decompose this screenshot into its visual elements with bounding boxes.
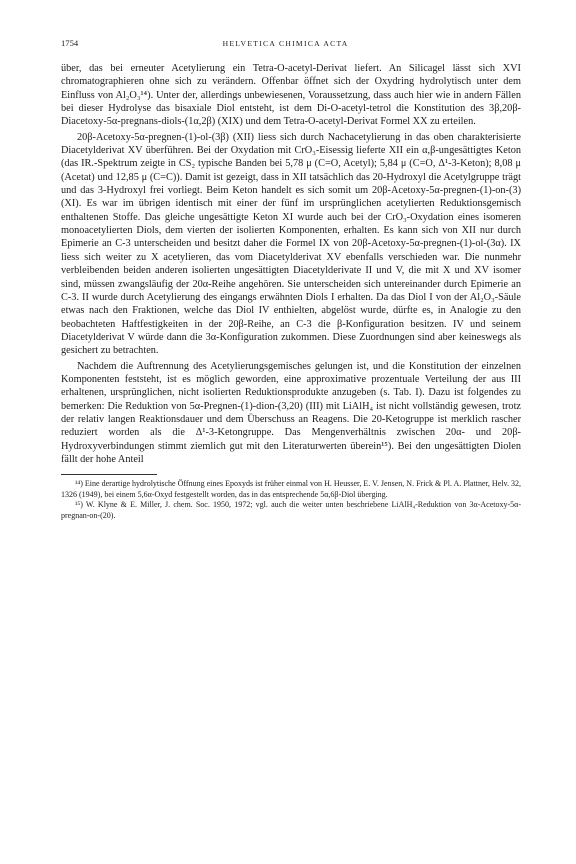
footnotes: [61, 479, 521, 521]
page-header: [61, 38, 521, 48]
footnote-divider: [61, 474, 157, 475]
paragraph-2: 20β-Acetoxy-5α-pregnen-(1)-ol-(3β) (XII) liess sich durch Nachacetylierung in das oben charakterisierte Diacetylderivat XV überführen. Bei der Oxydation mit CrO₃-Eisessig lieferte XII ein α,β-ungesättigtes Keton (das IR.-Spektrum zeigte in CS₂ typische Banden bei 5,78 μ (C=O, Acetyl); 5,84 μ (C=O, Δ¹-3-Keton); 8,08 μ (Acetat) und 12,85 μ (C=C)). Damit ist gezeigt, dass in XII tatsächlich das 20-Hydroxyl die Acetylgruppe trägt und das 3-Hydroxyl frei vorliegt. Beim Keton handelt es sich somit um 20β-Acetoxy-5α-pregnen-(1)-on-(3) (XI). Es war im übrigen identisch mit einer der fünf im ursprünglichen acetylierten Reduktionsgemisch enthaltenen Stoffe. Das gleiche ungesättigte Keton XI wurde auch bei der CrO₃-Oxydation eines isomeren monoacetylierten Diols, dem vierten der isolierten Komponenten, erhalten. Es kann sich von XII nur durch Epimerie an C-3 unterscheiden und besitzt daher die Formel IX von 20β-Acetoxy-5α-pregnen-(1)-ol-(3α). IX liess sich weiter zu X acetylieren, das vom Diacetylderivat XV ebenfalls verschieden war. Die nunmehr verbleibenden beiden anderen isolierten ungesättigten Diacetylderivate II und V, die mit X und XV isomer sind, müssen zwangsläufig der 20α-Reihe angehören. Sie unterscheiden sich untereinander durch Epimerie an C-3. II wurde durch Acetylierung des eingangs erwähnten Diols I erhalten. Da das Diol I von der Al₂O₃-Säule etwas nach den Fraktionen, welche das Diol IV enthielten, abgelöst wurde, dürfte es, in Analogie zu den beobachteten Haftfestigkeiten in der 20β-Reihe, an C-3 die β-Konfiguration besitzen. IV und seinem Diacetylderivat V würde dann die 3α-Konfiguration zukommen. Diese Zuordnungen sind aber keineswegs als gesichert zu betrachten.: [61, 131, 521, 357]
footnote-15: ¹⁵) W. Klyne & E. Miller, J. chem. Soc. 1950, 1972; vgl. auch die weiter unten beschriebene LiAlH₄-Reduktion von 3α-Acetoxy-5α-pregnan-on-(20).: [61, 500, 521, 520]
running-title: HELVETICA CHIMICA ACTA: [222, 39, 349, 48]
paragraph-3: Nachdem die Auftrennung des Acetylierungsgemisches gelungen ist, und die Konstitution der einzelnen Komponenten feststeht, ist es möglich geworden, eine approximative prozentuale Verteilung der aus III erhaltenen, ursprünglichen, nicht isolierten Reduktionsprodukte anzugeben (s. Tab. I). Dazu ist folgendes zu bemerken: Die Reduktion von 5α-Pregnen-(1)-dion-(3,20) (III) mit LiAlH₄ ist nicht vollständig gewesen, trotz der relativ langen Reaktionsdauer und dem Überschuss an Reagens. Die 20-Ketogruppe ist merklich rascher reduziert worden als die Δ¹-3-Ketongruppe. Das Mengenverhältnis zwischen 20α- und 20β-Hydroxyverbindungen stimmt ziemlich gut mit den Literaturwerten überein¹⁵). Bei den ungesättigten Diolen fällt der hohe Anteil: [61, 360, 521, 465]
paragraph-1: über, das bei erneuter Acetylierung ein Tetra-O-acetyl-Derivat liefert. An Silicagel lässt sich XVI chromatographieren ohne sich zu verändern. Offenbar öffnet sich der Oxydring hydrolytisch unter dem Einfluss von Al₂O₃¹⁴). Unter der, allerdings unbewiesenen, Voraussetzung, dass auch hier wie in andern Fällen bei dieser Hydrolyse das bisaxiale Diol entsteht, ist dem Di-O-acetyl-tetrol die Konstitution des 3β,20β-Diacetoxy-5α-pregnans-diols-(1α,2β) (XIX) und dem Tetra-O-acetyl-Derivat Formel XX zu erteilen.: [61, 63, 521, 128]
footnote-14: ¹⁴) Eine derartige hydrolytische Öffnung eines Epoxyds ist früher einmal von H. Heusser, E. V. Jensen, N. Frick & Pl. A. Plattner, Helv. 32, 1326 (1949), bei einem 5,6α-Oxyd festgestellt worden, das in das entsprechende 5α,6β-Diol überging.: [61, 479, 521, 499]
page-number: 1754: [61, 38, 79, 48]
journal-page: [61, 38, 521, 521]
body-text: [61, 62, 521, 466]
